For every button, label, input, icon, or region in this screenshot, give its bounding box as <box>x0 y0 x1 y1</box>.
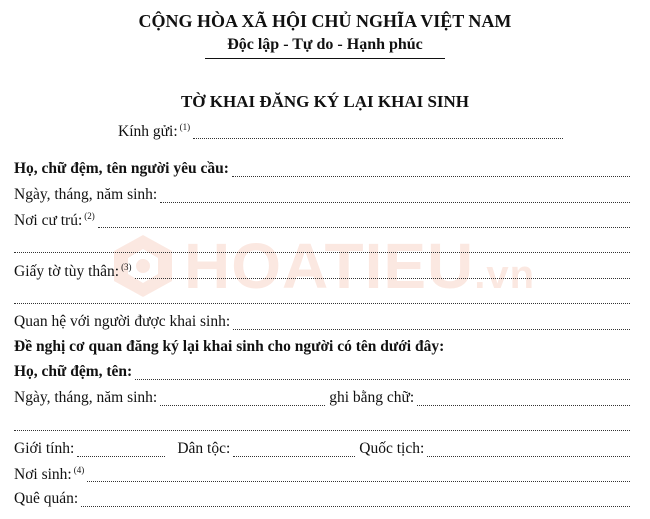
requester-dob-label: Ngày, tháng, năm sinh: <box>14 186 158 203</box>
note-marker: (3) <box>121 262 132 272</box>
id-document-field[interactable] <box>135 278 630 279</box>
requester-name-field[interactable] <box>232 176 630 177</box>
kinh-gui-row <box>118 122 563 144</box>
hometown-field[interactable] <box>81 506 630 507</box>
note-marker: (2) <box>84 211 95 221</box>
motto-underline <box>205 58 445 59</box>
note-marker: (1) <box>179 122 191 132</box>
subject-dob-words-field-2[interactable] <box>14 430 630 431</box>
subject-name-label: Họ, chữ đệm, tên: <box>14 363 133 380</box>
hometown-label: Quê quán: <box>14 490 79 507</box>
requester-name-label: Họ, chữ đệm, tên người yêu cầu: <box>14 160 229 177</box>
kinh-gui-label: Kính gửi: $^{(1)}$ <box>118 122 191 140</box>
relationship-label: Quan hệ với người được khai sinh: <box>14 313 231 330</box>
kinh-gui-field[interactable] <box>193 138 563 139</box>
nationality-label: Quốc tịch: <box>359 440 425 457</box>
requester-dob-row <box>14 186 630 208</box>
gender-field[interactable] <box>77 456 165 457</box>
note-marker: (4) <box>73 465 85 475</box>
nation-name: CỘNG HÒA XÃ HỘI CHỦ NGHĨA VIỆT NAM <box>138 11 512 31</box>
national-header <box>0 8 650 59</box>
subject-name-field[interactable] <box>135 379 630 380</box>
subject-dob-field[interactable] <box>160 405 325 406</box>
relationship-row <box>14 313 630 335</box>
relationship-field[interactable] <box>233 329 630 330</box>
residence-label: Nơi cư trú: $^{(2)}$ <box>14 211 95 229</box>
residence-field[interactable] <box>98 227 630 228</box>
requester-dob-field[interactable] <box>160 202 630 203</box>
subject-dob-row-2 <box>14 414 630 436</box>
ethnicity-label: Dân tộc: <box>177 440 231 457</box>
subject-dob-words-label: ghi bằng chữ: <box>329 389 415 406</box>
birthplace-field[interactable] <box>87 481 630 482</box>
gender-label: Giới tính: <box>14 440 75 457</box>
birthplace-row <box>14 465 630 487</box>
subject-dob-words-field[interactable] <box>417 405 630 406</box>
residence-row-2 <box>14 236 630 258</box>
id-document-row-2 <box>14 287 630 309</box>
residence-field-2[interactable] <box>14 252 630 253</box>
nationality-field[interactable] <box>427 456 630 457</box>
residence-row <box>14 211 630 233</box>
requester-name-row <box>14 160 630 182</box>
birthplace-label: Nơi sinh: $^{(4)}$ <box>14 465 85 483</box>
national-motto: Độc lập - Tự do - Hạnh phúc <box>227 36 423 53</box>
request-statement-row <box>14 338 630 360</box>
ethnicity-field[interactable] <box>233 456 355 457</box>
request-statement: Đề nghị cơ quan đăng ký lại khai sinh cho người có tên dưới đây: <box>14 338 445 355</box>
id-document-row <box>14 262 630 284</box>
id-document-field-2[interactable] <box>14 303 630 304</box>
subject-dob-row <box>14 389 630 411</box>
watermark-brand: HOATIEU.vn <box>184 230 536 302</box>
hometown-row <box>14 490 630 512</box>
id-document-label: Giấy tờ tùy thân: $^{(3)}$ <box>14 262 132 280</box>
form-title: TỜ KHAI ĐĂNG KÝ LẠI KHAI SINH <box>180 92 470 111</box>
subject-name-row <box>14 363 630 385</box>
gender-ethnicity-nationality-row <box>14 440 630 462</box>
subject-dob-label: Ngày, tháng, năm sinh: <box>14 389 158 406</box>
watermark-suffix: .vn <box>474 253 536 297</box>
